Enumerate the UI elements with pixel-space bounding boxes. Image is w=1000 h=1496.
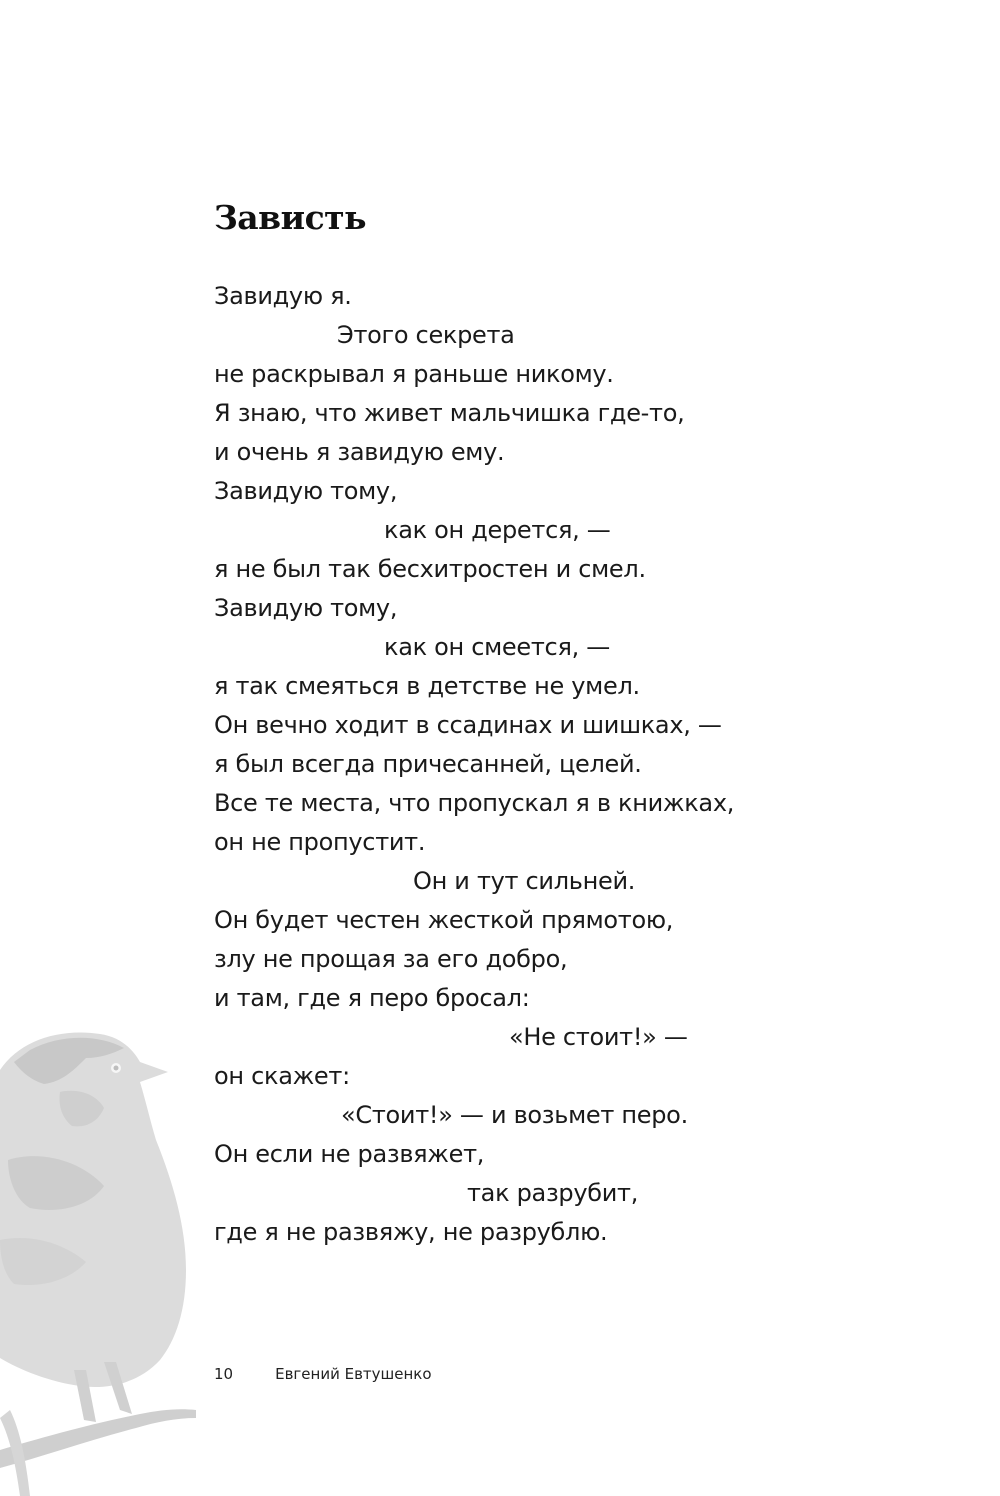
poem-line: Все те места, что пропускал я в книжках, <box>214 789 735 817</box>
poem-line: и там, где я перо бросал: <box>214 984 530 1012</box>
footer-author: Евгений Евтушенко <box>275 1365 432 1383</box>
poem-line: Он вечно ходит в ссадинах и шишках, — <box>214 711 722 739</box>
poem-line: «Не стоит!» — <box>509 1023 688 1051</box>
poem-line: Он и тут сильней. <box>413 867 636 895</box>
poem-line: не раскрывал я раньше никому. <box>214 360 614 388</box>
poem-line: и очень я завидую ему. <box>214 438 505 466</box>
poem-line: Завидую я. <box>214 282 352 310</box>
poem-line: я был всегда причесанней, целей. <box>214 750 642 778</box>
poem-line: так разрубит, <box>467 1179 639 1207</box>
poem-body <box>214 277 974 1252</box>
page-footer <box>214 1363 432 1385</box>
poem-line: он скажет: <box>214 1062 350 1090</box>
poem-line: Он будет честен жесткой прямотою, <box>214 906 674 934</box>
poem-line: Этого секрета <box>337 321 515 349</box>
poem-line: я не был так бесхитростен и смел. <box>214 555 646 583</box>
poem-line: как он дерется, — <box>384 516 611 544</box>
poem-line: Завидую тому, <box>214 477 398 505</box>
poem-title: Зависть <box>214 198 367 237</box>
page-number: 10 <box>214 1365 234 1383</box>
sparrow-illustration <box>0 1010 200 1496</box>
poem-line: где я не развяжу, не разрублю. <box>214 1218 608 1246</box>
poem-line: я так смеяться в детстве не умел. <box>214 672 640 700</box>
poem-line: он не пропустит. <box>214 828 426 856</box>
poem-line: Он если не развяжет, <box>214 1140 485 1168</box>
poem-line: как он смеется, — <box>384 633 610 661</box>
poem-line: Завидую тому, <box>214 594 398 622</box>
poem-line: злу не прощая за его добро, <box>214 945 568 973</box>
poem-line: Я знаю, что живет мальчишка где-то, <box>214 399 685 427</box>
poem-line: «Стоит!» — и возьмет перо. <box>341 1101 688 1129</box>
